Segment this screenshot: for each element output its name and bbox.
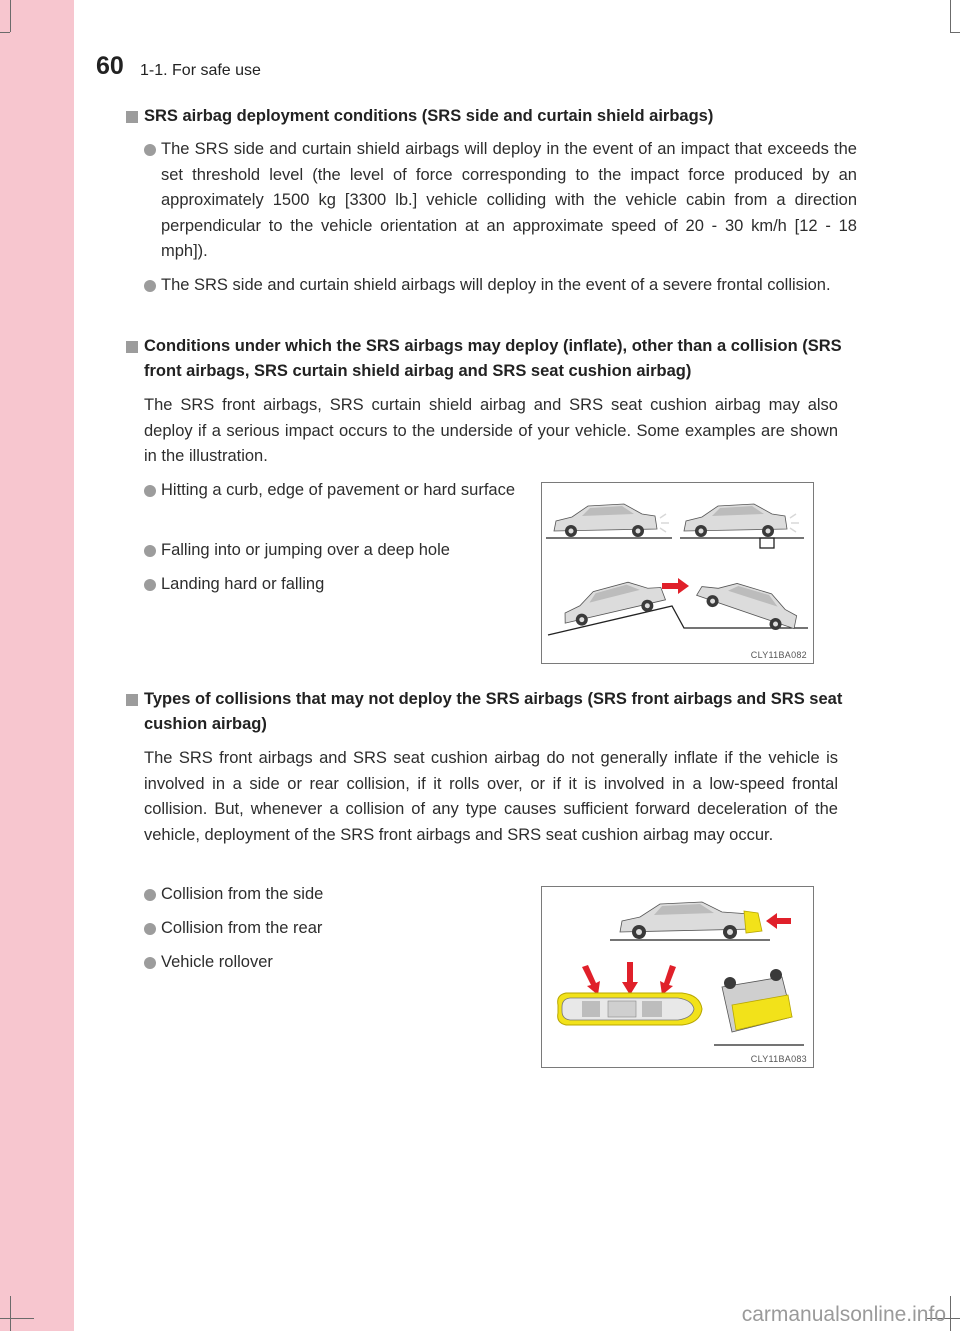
underbody-impact-drawing (542, 483, 813, 663)
crop-mark (10, 1296, 11, 1331)
circle-bullet-icon (144, 144, 156, 156)
list-item: The SRS side and curtain shield airbags will deploy in the event of a severe frontal collision. (144, 273, 857, 299)
crop-mark (950, 0, 951, 32)
car-icon (680, 504, 804, 548)
section-heading: SRS airbag deployment conditions (SRS side and curtain shield airbags) (126, 104, 858, 129)
figure-code: CLY11BA082 (750, 650, 807, 660)
car-icon (560, 575, 668, 629)
crop-mark (10, 0, 11, 32)
figure-code: CLY11BA083 (750, 1054, 807, 1064)
circle-bullet-icon (144, 579, 156, 591)
list-item: Falling into or jumping over a deep hole (144, 538, 521, 564)
circle-bullet-icon (144, 485, 156, 497)
paragraph: The SRS front airbags, SRS curtain shield airbag and SRS seat cushion airbag may also deploy if a serious impact occurs to the underside of your vehicle. Some examples are shown in the illustration. (144, 396, 838, 465)
page-number: 60 (96, 52, 124, 80)
watermark: carmanualsonline.info (741, 1303, 946, 1326)
crop-mark (0, 1318, 34, 1319)
circle-bullet-icon (144, 923, 156, 935)
red-arrow-icon (622, 962, 638, 995)
highlight-zone (744, 911, 762, 933)
car-icon (714, 969, 804, 1045)
list-item: Collision from the side (144, 882, 501, 908)
car-icon (558, 993, 702, 1025)
car-icon (695, 570, 803, 636)
car-icon (610, 902, 770, 940)
illustration-non-deploy-collisions (541, 886, 814, 1068)
circle-bullet-icon (144, 957, 156, 969)
list-item: Vehicle rollover (144, 950, 501, 976)
collision-types-drawing (542, 887, 813, 1067)
illustration-underbody-impact (541, 482, 814, 664)
crop-mark (950, 1296, 951, 1331)
red-arrow-icon (766, 913, 791, 929)
square-bullet-icon (126, 341, 138, 353)
crop-mark (950, 32, 960, 33)
red-arrow-icon (660, 965, 676, 995)
circle-bullet-icon (144, 280, 156, 292)
square-bullet-icon (126, 694, 138, 706)
circle-bullet-icon (144, 889, 156, 901)
red-arrow-icon (662, 578, 689, 594)
list-item: Hitting a curb, edge of pavement or hard surface (144, 478, 521, 504)
paragraph: The SRS front airbags and SRS seat cushion airbag do not generally inflate if the vehicle is involved in a side or rear collision, if it rolls over, or if it is involved in a low-speed frontal collision. But, whenever a collision of any type causes sufficient forward deceleration of the vehicle, deployment of the SRS front airbags and SRS seat cushion airbag may occur. (144, 749, 838, 844)
list-item: The SRS side and curtain shield airbags will deploy in the event of an impact that exceeds the set threshold level (the level of force corresponding to the impact force produced by an approximately 1500 kg [3300 lb.] vehicle colliding with the vehicle cabin from a direction perpendicular to the vehicle orientation at an approximate speed of 20 - 30 km/h [12 - 18 mph]). (144, 137, 857, 265)
list-item: Landing hard or falling (144, 572, 521, 598)
list-item: Collision from the rear (144, 916, 501, 942)
section-heading: Conditions under which the SRS airbags may deploy (inflate), other than a collision (SRS front airbags, SRS curtain shield airbag and SRS seat cushion airbag) (126, 334, 858, 384)
side-margin-band (0, 0, 74, 1331)
crop-mark (0, 32, 10, 33)
square-bullet-icon (126, 111, 138, 123)
chapter-title: 1-1. For safe use (140, 62, 261, 79)
red-arrow-icon (582, 965, 600, 995)
car-icon (546, 504, 672, 538)
circle-bullet-icon (144, 545, 156, 557)
section-heading: Types of collisions that may not deploy the SRS airbags (SRS front airbags and SRS seat cushion airbag) (126, 687, 858, 737)
